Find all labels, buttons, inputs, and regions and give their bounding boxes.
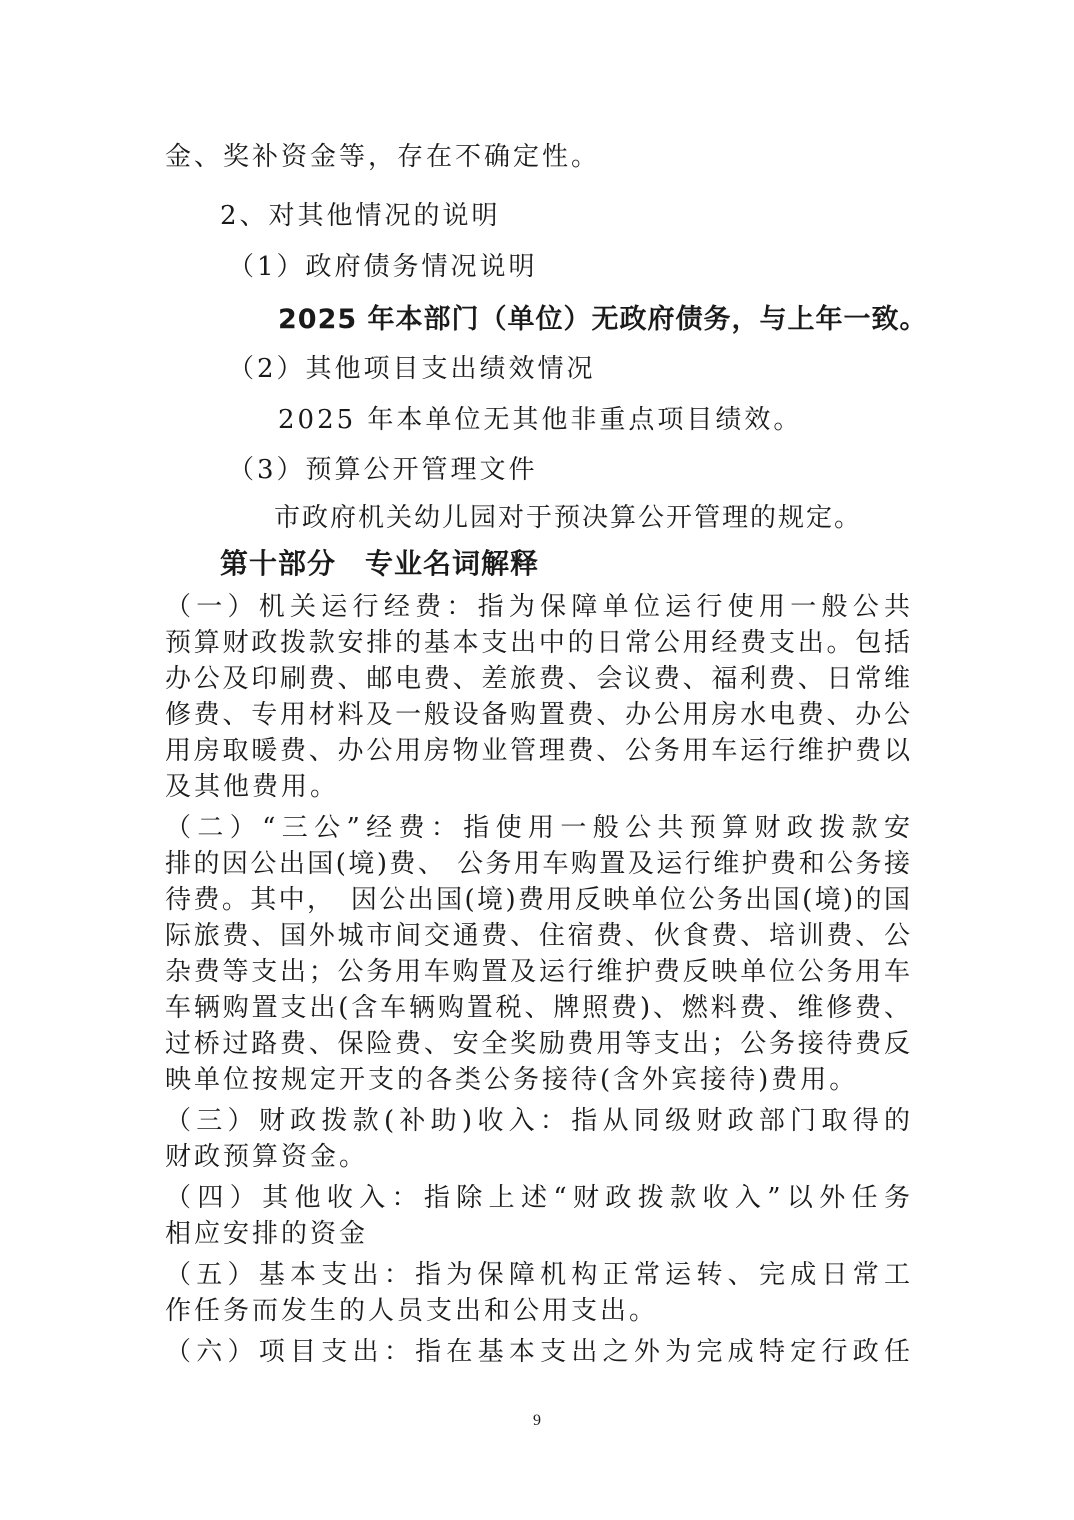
definition-line: （六）项目支出：指在基本支出之外为完成特定行政任 <box>165 1337 910 1367</box>
page-number: 9 <box>533 1412 541 1429</box>
item-heading-gov-debt: （1）政府债务情况说明 <box>228 252 538 282</box>
section-heading-part-ten: 第十部分 专业名词解释 <box>220 547 540 580</box>
gov-debt-statement: 2025 年本部门（单位）无政府债务，与上年一致。 <box>278 304 928 335</box>
definition-line: 作任务而发生的人员支出和公用支出。 <box>165 1296 659 1326</box>
definition-line: 办公及印刷费、邮电费、差旅费、会议费、福利费、日常维 <box>165 664 910 694</box>
definition-line: 排的因公出国(境)费、 公务用车购置及运行维护费和公务接 <box>165 849 910 879</box>
item-heading-budget-disclosure: （3）预算公开管理文件 <box>228 455 538 485</box>
definition-line: 杂费等支出；公务用车购置及运行维护费反映单位公务用车 <box>165 957 910 987</box>
definition-line: 车辆购置支出(含车辆购置税、牌照费)、燃料费、维修费、 <box>165 993 910 1023</box>
subsection-heading-other-notes: 2、对其他情况的说明 <box>220 201 501 231</box>
definition-line: （四）其他收入：指除上述“财政拨款收入”以外任务 <box>165 1183 910 1213</box>
definition-line: 财政预算资金。 <box>165 1142 369 1172</box>
definition-line: （一）机关运行经费：指为保障单位运行使用一般公共 <box>165 592 910 622</box>
definition-line: （三）财政拨款(补助)收入：指从同级财政部门取得的 <box>165 1106 910 1136</box>
definition-line: （二）“三公”经费：指使用一般公共预算财政拨款安 <box>165 813 910 843</box>
definition-line: 待费。其中， 因公出国(境)费用反映单位公务出国(境)的国 <box>165 885 910 915</box>
definition-line: 际旅费、国外城市间交通费、住宿费、伙食费、培训费、公 <box>165 921 910 951</box>
definition-line: 预算财政拨款安排的基本支出中的日常公用经费支出。包括 <box>165 628 910 658</box>
other-project-statement: 2025 年本单位无其他非重点项目绩效。 <box>278 405 803 435</box>
definition-line: （五）基本支出：指为保障机构正常运转、完成日常工 <box>165 1260 910 1290</box>
text-line-continuation: 金、奖补资金等，存在不确定性。 <box>165 142 601 172</box>
definition-line: 映单位按规定开支的各类公务接待(含外宾接待)费用。 <box>165 1065 859 1095</box>
definition-line: 及其他费用。 <box>165 772 340 802</box>
definition-line: 相应安排的资金 <box>165 1219 369 1249</box>
definition-line: 过桥过路费、保险费、安全奖励费用等支出；公务接待费反 <box>165 1029 910 1059</box>
budget-disclosure-statement: 市政府机关幼儿园对于预决算公开管理的规定。 <box>274 503 863 533</box>
definition-line: 修费、专用材料及一般设备购置费、办公用房水电费、办公 <box>165 700 910 730</box>
definition-line: 用房取暖费、办公用房物业管理费、公务用车运行维护费以 <box>165 736 910 766</box>
item-heading-other-project-performance: （2）其他项目支出绩效情况 <box>228 354 596 384</box>
